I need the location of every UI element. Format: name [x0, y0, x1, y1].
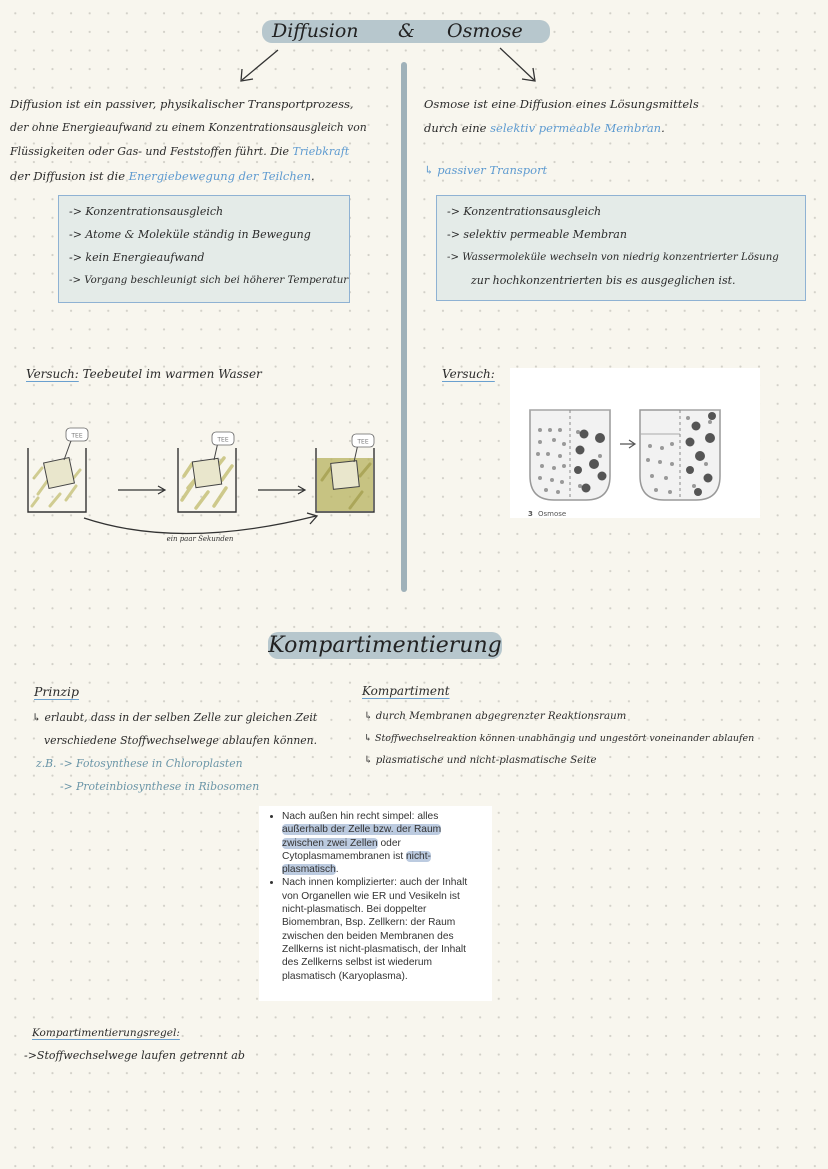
diffusion-experiment-heading: [26, 367, 262, 381]
prinzip-title: Prinzip: [34, 684, 80, 699]
regel-title: Kompartimentierungsregel:: [32, 1027, 180, 1039]
card-text: Nach innen komplizierter: auch der Inhalt: [282, 877, 468, 889]
osmose-versuch-label: Versuch:: [442, 367, 495, 381]
energiebewegung-term: Energiebewegung der Teilchen: [128, 169, 311, 183]
prinzip-line: verschiedene Stoffwechselwege ablaufen können.: [44, 734, 318, 747]
highlight: plasmatisch: [282, 864, 336, 876]
tea-experiment-diagram: [20, 420, 390, 550]
regel-heading: [32, 1027, 180, 1039]
card-text: Zellkerns ist nicht-plasmatisch, der Inhalt: [282, 943, 467, 955]
kompartiment-line: ↳ plasmatische und nicht-plasmatische Seite: [364, 755, 597, 766]
triebkraft-term: Triebkraft: [292, 145, 350, 158]
osmose-definition: [424, 92, 804, 140]
summary-item: -> Konzentrationsausgleich: [447, 205, 602, 218]
example-line: -> Proteinbiosynthese in Ribosomen: [60, 780, 260, 793]
osmose-summary-box: [436, 195, 806, 301]
plasmatic-explanation-card: [259, 806, 492, 1001]
diffusion-line: [10, 140, 395, 164]
card-text: des Zellkerns selbst ist wiederum: [282, 957, 433, 969]
diffusion-line: [10, 164, 395, 188]
curved-arrow-icon: [84, 516, 316, 534]
card-text: oder: [377, 837, 401, 849]
figure-caption: Osmose: [538, 510, 567, 518]
kompartiment-text: [364, 706, 824, 772]
beaker-1: [28, 428, 88, 512]
kompartiment-line: ↳ Stoffwechselreaktion können unabhängig und ungestört voneinander ablaufen: [364, 733, 755, 744]
diffusion-line: Diffusion ist ein passiver, physikalischer Transportprozess,: [10, 97, 354, 111]
arrow-icon: [258, 486, 305, 494]
summary-item: -> Konzentrationsausgleich: [69, 205, 224, 218]
summary-item: -> selektiv permeable Membran: [447, 228, 627, 241]
tea-tag: TEE: [217, 436, 229, 444]
card-text: Nach außen hin recht simpel: alles: [282, 811, 439, 822]
diffusion-summary-box: [58, 195, 350, 303]
kompartiment-heading: [362, 684, 450, 698]
summary-item: -> kein Energieaufwand: [69, 251, 205, 264]
section-title-kompartimentierung: Kompartimentierung: [268, 633, 502, 658]
tea-tag: TEE: [357, 438, 369, 446]
period: .: [310, 169, 315, 183]
osmose-line-text: durch eine: [424, 121, 487, 135]
kompartiment-line: ↳ durch Membranen abgegrenzter Reaktionsraum: [364, 711, 627, 722]
title-osmose: Osmose: [447, 20, 523, 42]
summary-item: -> Wassermoleküle wechseln von niedrig konzentrierter Lösung: [447, 252, 779, 263]
highlight: außerhalb der Zelle bzw. der Raum: [282, 824, 442, 836]
membran-term: selektiv permeable Membran: [490, 121, 662, 135]
versuch-label: Versuch:: [26, 367, 79, 381]
arrow-icon: [118, 486, 165, 494]
summary-item: -> Atome & Moleküle ständig in Bewegung: [69, 228, 311, 241]
bullet-outside: [282, 810, 486, 876]
card-text: zwischen den beiden Membranen des: [282, 930, 454, 942]
example-line: z.B. -> Fotosynthese in Chloroplasten: [36, 757, 243, 770]
title-diffusion: Diffusion: [272, 20, 359, 42]
highlight: zwischen zwei Zellen: [282, 837, 378, 849]
card-text: Cytoplasmamembranen ist: [282, 850, 404, 862]
diffusion-line-text: Flüssigkeiten oder Gas- und Feststoffen führt. Die: [10, 145, 290, 158]
beaker-3: [316, 434, 374, 512]
card-text: plasmatisch (Karyoplasma).: [282, 970, 408, 982]
tea-tag: TEE: [71, 432, 83, 440]
card-text: von Organellen wie ER und Vesikeln ist: [282, 890, 460, 902]
summary-item: zur hochkonzentrierten bis es ausgeglichen ist.: [471, 274, 736, 287]
diffusion-definition: [10, 92, 395, 188]
arrow-right-icon: [494, 44, 546, 86]
column-divider: [401, 62, 407, 592]
title-ampersand: &: [398, 20, 415, 42]
regel-text: ->Stoffwechselwege laufen getrennt ab: [24, 1049, 245, 1062]
card-text: nicht-plasmatisch. Bei doppelter: [282, 904, 427, 916]
diffusion-line-text: der Diffusion ist die: [10, 169, 126, 183]
prinzip-heading: [34, 684, 79, 699]
time-label: ein paar Sekunden: [166, 535, 234, 543]
prinzip-line: ↳ erlaubt, dass in der selben Zelle zur gleichen Zeit: [32, 711, 318, 724]
beaker-2: [178, 432, 236, 512]
figure-number: 3: [528, 510, 533, 518]
osmose-diagram: [510, 368, 760, 518]
versuch-text: Teebeutel im warmen Wasser: [82, 367, 262, 381]
summary-item: -> Vorgang beschleunigt sich bei höherer Temperatur: [69, 275, 349, 286]
highlight: nicht-: [406, 850, 431, 862]
kompartiment-title: Kompartiment: [362, 684, 450, 698]
card-text: Biomembran, Bsp. Zellkern: der Raum: [282, 917, 456, 929]
diffusion-line: der ohne Energieaufwand zu einem Konzentrationsausgleich von: [10, 121, 367, 134]
main-title: [262, 20, 550, 43]
osmose-line: Osmose ist eine Diffusion eines Lösungsmittels: [424, 97, 699, 111]
passive-transport: ↳ passiver Transport: [424, 163, 548, 177]
prinzip-text: [32, 706, 352, 798]
arrow-left-icon: [230, 44, 290, 86]
osmose-line: [424, 116, 804, 140]
card-text: .: [335, 864, 339, 876]
bullet-inside: [282, 876, 486, 982]
period: .: [661, 121, 665, 135]
